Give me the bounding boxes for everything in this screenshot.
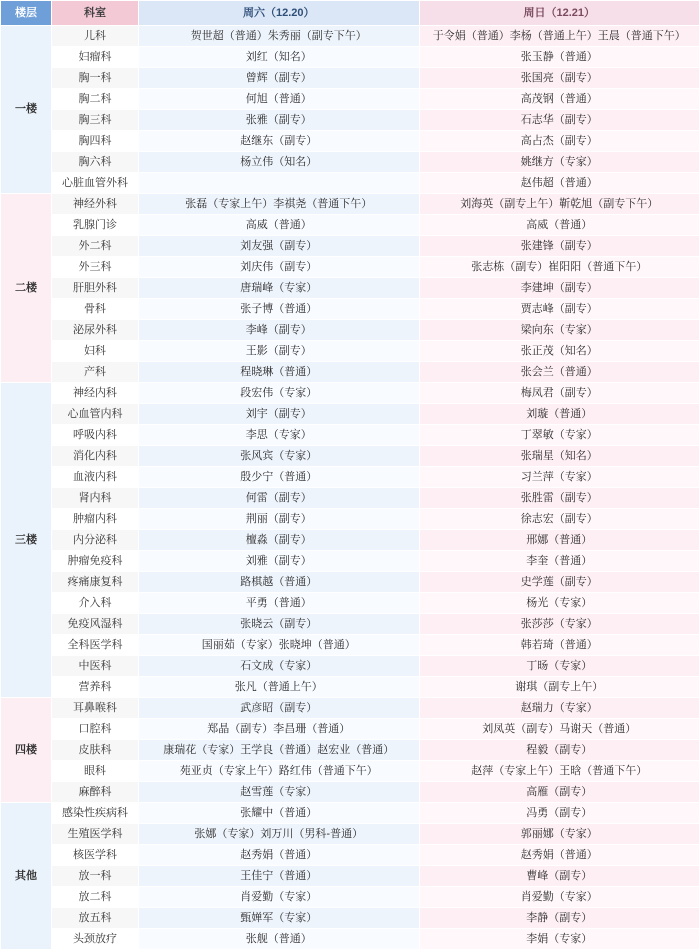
sunday-doctors-cell: 刘璇（普通） — [419, 404, 700, 425]
sunday-doctors-cell: 韩若琦（普通） — [419, 635, 700, 656]
table-row — [1, 530, 700, 551]
department-cell: 肝胆外科 — [52, 278, 139, 299]
department-cell: 妇瘤科 — [52, 47, 139, 68]
table-row — [1, 173, 700, 194]
department-cell: 骨科 — [52, 299, 139, 320]
table-row — [1, 425, 700, 446]
table-row — [1, 68, 700, 89]
sunday-doctors-cell: 高占杰（副专） — [419, 131, 700, 152]
saturday-doctors-cell: 张磊（专家上午）李祺尧（普通下午） — [139, 194, 420, 215]
table-row — [1, 803, 700, 824]
saturday-doctors-cell: 殷少宁（普通） — [139, 467, 420, 488]
table-row — [1, 467, 700, 488]
saturday-doctors-cell: 程晓琳（普通） — [139, 362, 420, 383]
sunday-doctors-cell: 邢娜（普通） — [419, 530, 700, 551]
table-row — [1, 278, 700, 299]
department-cell: 神经外科 — [52, 194, 139, 215]
sunday-doctors-cell: 丁旸（专家） — [419, 656, 700, 677]
saturday-doctors-cell: 赵继东（副专） — [139, 131, 420, 152]
sunday-doctors-cell: 谢琪（副专上午） — [419, 677, 700, 698]
sunday-doctors-cell: 于令娟（普通）李杨（普通上午）王晨（普通下午） — [419, 26, 700, 47]
department-cell: 儿科 — [52, 26, 139, 47]
sunday-doctors-cell: 杨光（专家） — [419, 593, 700, 614]
table-row — [1, 845, 700, 866]
sunday-doctors-cell: 姚继方（专家） — [419, 152, 700, 173]
sunday-doctors-cell: 张莎莎（专家） — [419, 614, 700, 635]
saturday-doctors-cell: 张凡（普通上午） — [139, 677, 420, 698]
column-header-floor: 楼层 — [1, 1, 52, 26]
department-cell: 产科 — [52, 362, 139, 383]
sunday-doctors-cell: 冯勇（副专） — [419, 803, 700, 824]
floor-cell: 其他 — [1, 803, 52, 950]
saturday-doctors-cell: 段宏伟（专家） — [139, 383, 420, 404]
table-row — [1, 782, 700, 803]
sunday-doctors-cell: 徐志宏（副专） — [419, 509, 700, 530]
saturday-doctors-cell: 张娜（专家）刘万川（男科-普通） — [139, 824, 420, 845]
table-row — [1, 362, 700, 383]
department-cell: 头颈放疗 — [52, 929, 139, 950]
sunday-doctors-cell: 高雁（副专） — [419, 782, 700, 803]
department-cell: 胸六科 — [52, 152, 139, 173]
table-row — [1, 698, 700, 719]
saturday-doctors-cell: 刘庆伟（副专） — [139, 257, 420, 278]
table-row — [1, 47, 700, 68]
saturday-doctors-cell: 路棋越（普通） — [139, 572, 420, 593]
department-cell: 核医学科 — [52, 845, 139, 866]
department-cell: 肾内科 — [52, 488, 139, 509]
table-row — [1, 215, 700, 236]
header-row — [1, 1, 700, 26]
department-cell: 生殖医学科 — [52, 824, 139, 845]
table-row — [1, 677, 700, 698]
department-cell: 中医科 — [52, 656, 139, 677]
floor-cell: 一楼 — [1, 26, 52, 194]
department-cell: 胸三科 — [52, 110, 139, 131]
sunday-doctors-cell: 刘凤英（副专）马谢天（普通） — [419, 719, 700, 740]
table-row — [1, 152, 700, 173]
saturday-doctors-cell: 肖爱勤（专家） — [139, 887, 420, 908]
floor-cell: 三楼 — [1, 383, 52, 698]
column-header-department: 科室 — [52, 1, 139, 26]
table-body — [1, 26, 700, 950]
table-row — [1, 194, 700, 215]
table-header — [1, 1, 700, 26]
department-cell: 神经内科 — [52, 383, 139, 404]
sunday-doctors-cell: 李静（副专） — [419, 908, 700, 929]
table-row — [1, 110, 700, 131]
department-cell: 肿瘤免疫科 — [52, 551, 139, 572]
saturday-doctors-cell: 王影（副专） — [139, 341, 420, 362]
sunday-doctors-cell: 李奎（普通） — [419, 551, 700, 572]
department-cell: 泌尿外科 — [52, 320, 139, 341]
department-cell: 外三科 — [52, 257, 139, 278]
department-cell: 胸四科 — [52, 131, 139, 152]
sunday-doctors-cell: 习兰萍（专家） — [419, 467, 700, 488]
table-row — [1, 593, 700, 614]
sunday-doctors-cell: 张玉静（普通） — [419, 47, 700, 68]
department-cell: 胸一科 — [52, 68, 139, 89]
sunday-doctors-cell: 梅凤君（副专） — [419, 383, 700, 404]
sunday-doctors-cell: 高茂钢（普通） — [419, 89, 700, 110]
department-cell: 放一科 — [52, 866, 139, 887]
saturday-doctors-cell: 何旭（普通） — [139, 89, 420, 110]
saturday-doctors-cell: 王佳宁（普通） — [139, 866, 420, 887]
saturday-doctors-cell: 石文成（专家） — [139, 656, 420, 677]
saturday-doctors-cell: 国丽茹（专家）张晓坤（普通） — [139, 635, 420, 656]
saturday-doctors-cell: 何雷（副专） — [139, 488, 420, 509]
saturday-doctors-cell: 唐瑞峰（专家） — [139, 278, 420, 299]
sunday-doctors-cell: 肖爱勤（专家） — [419, 887, 700, 908]
table-row — [1, 320, 700, 341]
department-cell: 耳鼻喉科 — [52, 698, 139, 719]
table-row — [1, 866, 700, 887]
sunday-doctors-cell: 张会兰（普通） — [419, 362, 700, 383]
saturday-doctors-cell: 武彦昭（副专） — [139, 698, 420, 719]
table-row — [1, 509, 700, 530]
saturday-doctors-cell: 张雅（副专） — [139, 110, 420, 131]
sunday-doctors-cell: 梁向东（专家） — [419, 320, 700, 341]
department-cell: 疼痛康复科 — [52, 572, 139, 593]
saturday-doctors-cell: 张耀中（普通） — [139, 803, 420, 824]
sunday-doctors-cell: 程毅（副专） — [419, 740, 700, 761]
sunday-doctors-cell: 贾志峰（副专） — [419, 299, 700, 320]
table-row — [1, 572, 700, 593]
saturday-doctors-cell: 曾辉（副专） — [139, 68, 420, 89]
saturday-doctors-cell — [139, 173, 420, 194]
table-row — [1, 383, 700, 404]
saturday-doctors-cell: 杨立伟（知名） — [139, 152, 420, 173]
saturday-doctors-cell: 贺世超（普通）朱秀丽（副专下午） — [139, 26, 420, 47]
department-cell: 外二科 — [52, 236, 139, 257]
table-row — [1, 908, 700, 929]
table-row — [1, 635, 700, 656]
table-row — [1, 761, 700, 782]
department-cell: 肿瘤内科 — [52, 509, 139, 530]
department-cell: 麻醉科 — [52, 782, 139, 803]
saturday-doctors-cell: 李思（专家） — [139, 425, 420, 446]
department-cell: 胸二科 — [52, 89, 139, 110]
table-row — [1, 719, 700, 740]
sunday-doctors-cell: 张瑞星（知名） — [419, 446, 700, 467]
saturday-doctors-cell: 张舰（普通） — [139, 929, 420, 950]
sunday-doctors-cell: 赵秀娟（普通） — [419, 845, 700, 866]
sunday-doctors-cell: 史学莲（副专） — [419, 572, 700, 593]
sunday-doctors-cell: 曹峰（副专） — [419, 866, 700, 887]
sunday-doctors-cell: 李娟（专家） — [419, 929, 700, 950]
department-cell: 营养科 — [52, 677, 139, 698]
department-cell: 内分泌科 — [52, 530, 139, 551]
saturday-doctors-cell: 荆丽（副专） — [139, 509, 420, 530]
sunday-doctors-cell: 张胜雷（副专） — [419, 488, 700, 509]
department-cell: 妇科 — [52, 341, 139, 362]
saturday-doctors-cell: 甄婵军（专家） — [139, 908, 420, 929]
table-row — [1, 488, 700, 509]
sunday-doctors-cell: 丁翠敏（专家） — [419, 425, 700, 446]
saturday-doctors-cell: 刘红（知名） — [139, 47, 420, 68]
saturday-doctors-cell: 檀淼（副专） — [139, 530, 420, 551]
saturday-doctors-cell: 平勇（普通） — [139, 593, 420, 614]
table-row — [1, 341, 700, 362]
department-cell: 呼吸内科 — [52, 425, 139, 446]
department-cell: 心脏血管外科 — [52, 173, 139, 194]
department-cell: 免疫风湿科 — [52, 614, 139, 635]
table-row — [1, 614, 700, 635]
sunday-doctors-cell: 赵伟超（普通） — [419, 173, 700, 194]
saturday-doctors-cell: 刘友强（副专） — [139, 236, 420, 257]
saturday-doctors-cell: 张子博（普通） — [139, 299, 420, 320]
table-row — [1, 740, 700, 761]
saturday-doctors-cell: 李峰（副专） — [139, 320, 420, 341]
saturday-doctors-cell: 郑晶（副专）李昌珊（普通） — [139, 719, 420, 740]
table-row — [1, 236, 700, 257]
table-row — [1, 404, 700, 425]
department-cell: 眼科 — [52, 761, 139, 782]
saturday-doctors-cell: 刘宇（副专） — [139, 404, 420, 425]
saturday-doctors-cell: 张风宾（专家） — [139, 446, 420, 467]
table-row — [1, 131, 700, 152]
department-cell: 心血管内科 — [52, 404, 139, 425]
saturday-doctors-cell: 高威（普通） — [139, 215, 420, 236]
table-row — [1, 26, 700, 47]
sunday-doctors-cell: 李建坤（副专） — [419, 278, 700, 299]
sunday-doctors-cell: 张正茂（知名） — [419, 341, 700, 362]
department-cell: 全科医学科 — [52, 635, 139, 656]
floor-cell: 四楼 — [1, 698, 52, 803]
table-row — [1, 887, 700, 908]
department-cell: 乳腺门诊 — [52, 215, 139, 236]
table-row — [1, 551, 700, 572]
table-row — [1, 299, 700, 320]
saturday-doctors-cell: 赵雪莲（专家） — [139, 782, 420, 803]
department-cell: 血液内科 — [52, 467, 139, 488]
sunday-doctors-cell: 张国亮（副专） — [419, 68, 700, 89]
floor-cell: 二楼 — [1, 194, 52, 383]
table-row — [1, 89, 700, 110]
table-row — [1, 656, 700, 677]
department-cell: 介入科 — [52, 593, 139, 614]
column-header-saturday: 周六（12.20） — [139, 1, 420, 26]
sunday-doctors-cell: 高威（普通） — [419, 215, 700, 236]
table-row — [1, 257, 700, 278]
department-cell: 皮肤科 — [52, 740, 139, 761]
sunday-doctors-cell: 张建锋（副专） — [419, 236, 700, 257]
department-cell: 放五科 — [52, 908, 139, 929]
department-cell: 放二科 — [52, 887, 139, 908]
saturday-doctors-cell: 赵秀娟（普通） — [139, 845, 420, 866]
table-row — [1, 824, 700, 845]
table-row — [1, 446, 700, 467]
sunday-doctors-cell: 刘海英（副专上午）靳乾旭（副专下午） — [419, 194, 700, 215]
column-header-sunday: 周日（12.21） — [419, 1, 700, 26]
saturday-doctors-cell: 苑亚贞（专家上午）路红伟（普通下午） — [139, 761, 420, 782]
saturday-doctors-cell: 刘雅（副专） — [139, 551, 420, 572]
department-cell: 口腔科 — [52, 719, 139, 740]
saturday-doctors-cell: 张晓云（副专） — [139, 614, 420, 635]
sunday-doctors-cell: 石志华（副专） — [419, 110, 700, 131]
sunday-doctors-cell: 赵瑞力（专家） — [419, 698, 700, 719]
sunday-doctors-cell: 郭丽娜（专家） — [419, 824, 700, 845]
sunday-doctors-cell: 张志栋（副专）崔阳阳（普通下午） — [419, 257, 700, 278]
saturday-doctors-cell: 康瑞花（专家）王学良（普通）赵宏业（普通） — [139, 740, 420, 761]
department-cell: 感染性疾病科 — [52, 803, 139, 824]
table-row — [1, 929, 700, 950]
sunday-doctors-cell: 赵萍（专家上午）王晗（普通下午） — [419, 761, 700, 782]
department-cell: 消化内科 — [52, 446, 139, 467]
